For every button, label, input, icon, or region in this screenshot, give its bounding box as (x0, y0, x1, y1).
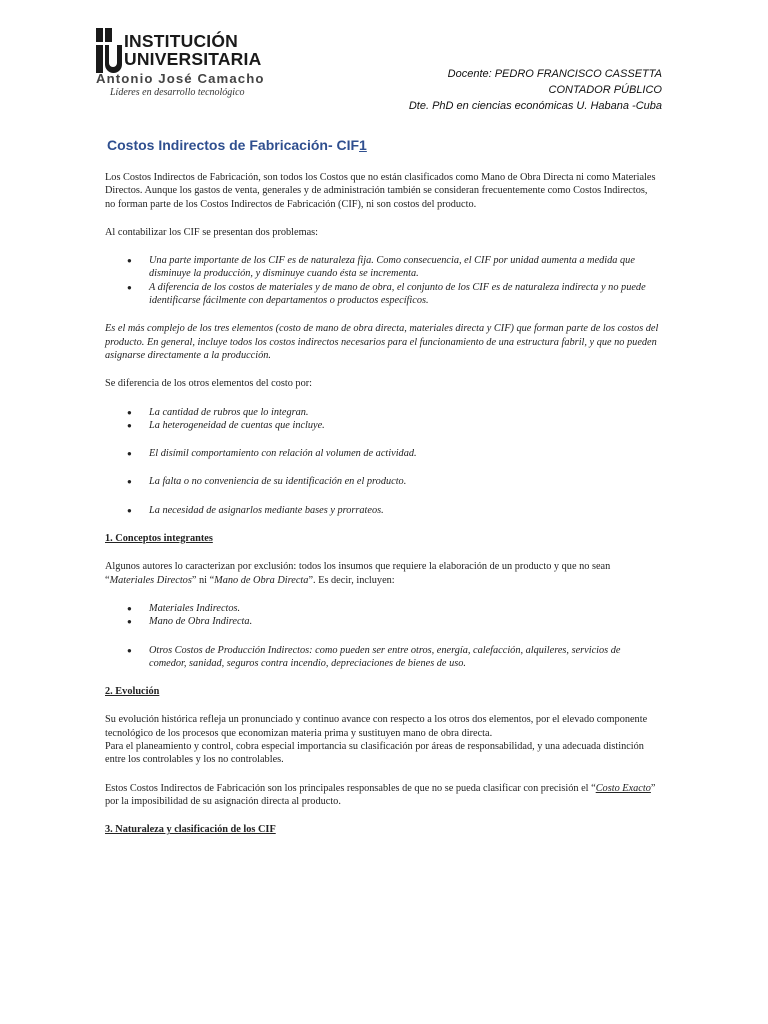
university-logo-icon (96, 28, 122, 74)
section-2-heading: 2. Evolución (105, 686, 160, 698)
list-item: ● La heterogeneidad de cuentas que incluye. (105, 419, 660, 432)
list-item: ● Mano de Obra Indirecta. (105, 615, 660, 628)
author-name: Docente: PEDRO FRANCISCO CASSETTA (447, 68, 662, 80)
section-1-paragraph: Algunos autores lo caracterizan por exclusión: todos los insumos que requiere la elaboración de un producto y que no sean “Materiales Directos” ni “Mano de Obra Directa”. Es decir, incluyen: (105, 561, 611, 586)
title-text: Costos Indirectos de Fabricación- CIF (107, 137, 360, 153)
footnote-link[interactable]: 1 (359, 137, 367, 153)
problems-intro: Al contabilizar los CIF se presentan dos problemas: (105, 226, 319, 238)
complexity-paragraph: Es el más complejo de los tres elementos (costo de mano de obra directa, materiales directa y CIF) que forman parte de los costos del producto. En general, incluye todos los costos indirectos necesarios para el funcionamiento de una estructura fabril, y que no pueden asignarse directamente a la producción. (105, 323, 659, 361)
list-item: ● Otros Costos de Producción Indirectos: como pueden ser entre otros, energía, calefacción, alquileres, servicios de comedor, sanidad, seguros contra incendio, depreciaciones de bienes de uso. (105, 644, 660, 671)
document-title (107, 137, 367, 153)
section-1-list (105, 602, 660, 670)
list-item: ● Una parte importante de los CIF es de naturaleza fija. Como consecuencia, el CIF por unidad aumenta a medida que disminuye la producción, y disminuye cuando ésta se incrementa. (105, 254, 660, 281)
intro-paragraph: Los Costos Indirectos de Fabricación, son todos los Costos que no están clasificados como Mano de Obra Directa ni como Materiales Directos. Aunque los gastos de venta, generales y de administración también se consideran frecuentemente como Costos Indirectos, no forman parte de los Costos Indirectos de Fabricación (CIF), ni son costos del producto. (105, 172, 656, 210)
differences-intro: Se diferencia de los otros elementos del costo por: (105, 378, 313, 390)
differences-list (105, 406, 660, 517)
author-role: CONTADOR PÚBLICO (548, 84, 662, 96)
list-item: ● La falta o no conveniencia de su identificación en el producto. (105, 475, 660, 488)
section-2-paragraph-2: Para el planeamiento y control, cobra especial importancia su clasificación por áreas de responsabilidad, y una adecuada distinción entre los controlables y los no controlables. (105, 741, 644, 766)
list-item: ● A diferencia de los costos de materiales y de mano de obra, el conjunto de los CIF es de naturaleza indirecta y no puede identificarse fácilmente con departamentos o productos específicos. (105, 281, 660, 308)
list-item: ● Materiales Indirectos. (105, 602, 660, 615)
section-3-heading: 3. Naturaleza y clasificación de los CIF (105, 824, 276, 836)
institution-logo (96, 26, 276, 100)
logo-line-1: INSTITUCIÓN (124, 31, 239, 51)
logo-tagline: Líderes en desarrollo tecnológico (110, 87, 245, 98)
author-degree: Dte. PhD en ciencias económicas U. Habana -Cuba (408, 100, 662, 112)
list-item: ● La cantidad de rubros que lo integran. (105, 406, 660, 419)
document-body (105, 171, 660, 837)
list-item: ● El disímil comportamiento con relación al volumen de actividad. (105, 447, 660, 460)
section-2-paragraph-3: Estos Costos Indirectos de Fabricación son los principales responsables de que no se pueda clasificar con precisión el “Costo Exacto” por la imposibilidad de su asignación directa al producto. (105, 782, 656, 807)
logo-line-2: UNIVERSITARIA (124, 49, 262, 69)
author-block (409, 66, 662, 114)
list-item: ● La necesidad de asignarlos mediante bases y prorrateos. (105, 504, 660, 517)
logo-line-3: Antonio José Camacho (96, 71, 265, 86)
section-2-paragraph-1: Su evolución histórica refleja un pronunciado y continuo avance con respecto a los otros dos elementos, por el elevado componente tecnológico de los procesos que economizan materia prima y sustituyen mano de obra directa. (105, 714, 648, 739)
problems-list (105, 254, 660, 307)
section-1-heading: 1. Conceptos integrantes (105, 533, 213, 545)
